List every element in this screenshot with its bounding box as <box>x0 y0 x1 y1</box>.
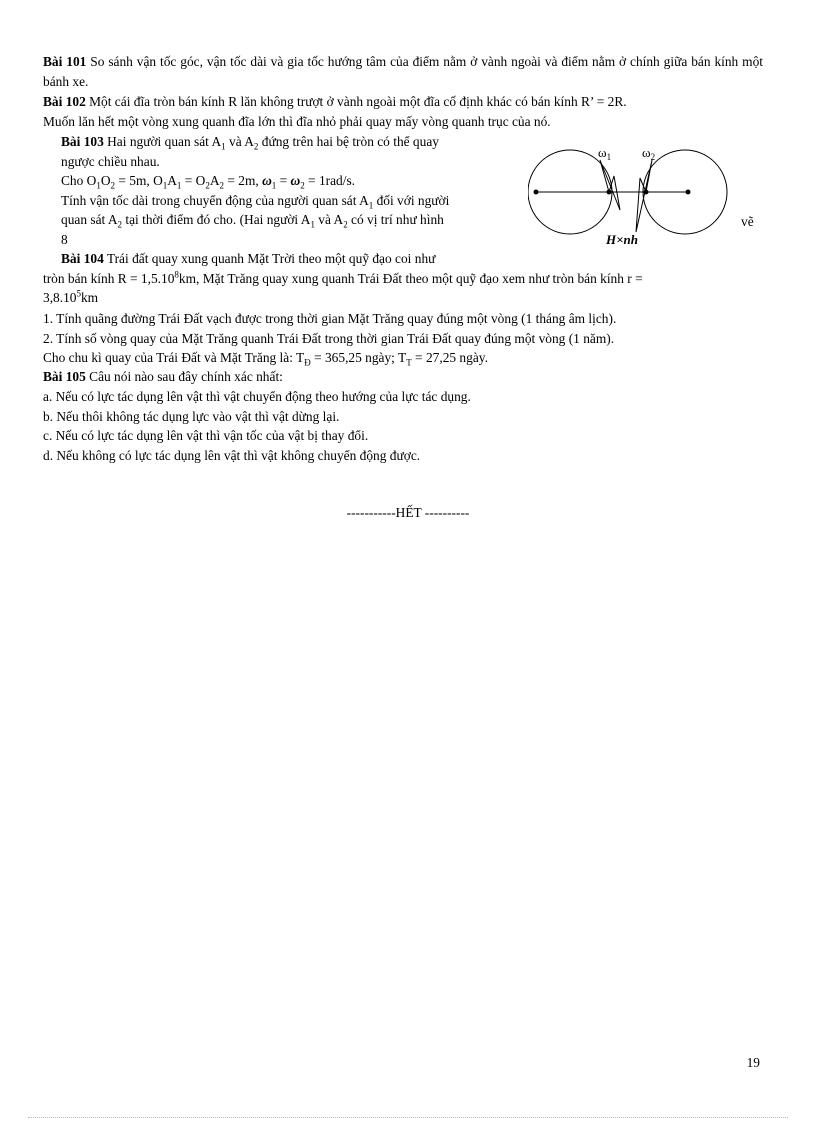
option-a: a. Nếu có lực tác dụng lên vật thì vật chuyển động theo hướng của lực tác dụng. <box>43 389 471 404</box>
option-d: d. Nếu không có lực tác dụng lên vật thì vật không chuyển động được. <box>43 448 421 463</box>
subscript: 2 <box>110 180 116 191</box>
problem-103-label: Bài 103 <box>61 134 104 149</box>
text: quan sát A <box>61 212 118 228</box>
center-o2 <box>686 190 691 195</box>
text: = O <box>181 173 206 189</box>
option-b: b. Nếu thôi không tác dụng lực vào vật thì vật dừng lại. <box>43 409 340 424</box>
text: ω <box>598 145 607 160</box>
arrow-omega-2 <box>636 160 652 232</box>
superscript: 5 <box>76 288 81 299</box>
figure-caption: H×nh <box>606 232 638 247</box>
subscript: 1 <box>176 180 182 191</box>
omega-2-label <box>642 145 655 162</box>
problem-102-text-1: Một cái đĩa tròn bán kính R lăn không trượt ở vành ngoài một đĩa cố định khác có bán kính R’ = 2R. <box>89 94 627 109</box>
subscript: 2 <box>253 141 259 152</box>
text: A <box>167 173 177 189</box>
page-number: 19 <box>746 1055 760 1070</box>
subscript: T <box>406 357 412 368</box>
problem-104-line-3 <box>43 288 763 308</box>
text: đứng trên hai bệ tròn có thể quay <box>258 134 439 149</box>
problem-104-first-line <box>61 249 531 269</box>
omega-symbol: ω <box>262 173 272 189</box>
problem-105 <box>43 367 763 387</box>
problem-102-text-2: Muốn lăn hết một vòng xung quanh đĩa lớn thì đĩa nhỏ phải quay mấy vòng quanh trục của nó. <box>43 113 551 129</box>
subscript: 2 <box>205 180 210 191</box>
text: km, Mặt Trăng quay xung quanh Trái Đất theo một quỹ đạo xem như tròn bán kính r = <box>178 271 643 286</box>
text: 1 <box>606 152 612 162</box>
omega-symbol: ω <box>290 173 301 189</box>
text: 3,8.10 <box>43 290 77 305</box>
text: Câu nói nào sau đây chính xác nhất: <box>89 369 283 384</box>
subscript: 2 <box>343 220 348 231</box>
problem-105-label: Bài 105 <box>43 369 86 384</box>
problem-102 <box>43 92 763 131</box>
problem-101 <box>43 52 763 91</box>
figure-two-platforms <box>528 140 728 250</box>
subscript: 1 <box>221 141 226 152</box>
text: Tính vận tốc dài trong chuyển động của người quan sát A <box>61 192 369 208</box>
page-bottom-border <box>28 1117 788 1118</box>
text: = 365,25 ngày; T <box>310 350 407 365</box>
text: = 27,25 ngày. <box>411 350 488 365</box>
arrow-omega-1 <box>600 160 620 210</box>
problem-103-line-3 <box>61 191 531 211</box>
subscript: Đ <box>304 357 311 368</box>
text: đối với người <box>373 192 450 208</box>
superscript: 8 <box>174 269 179 280</box>
text: ω <box>642 145 651 160</box>
text: có vị trí như hình <box>347 212 444 228</box>
problem-104-label: Bài 104 <box>61 251 104 266</box>
text: = 1rad/s. <box>304 173 356 189</box>
text: tròn bán kính R = 1,5.10 <box>43 271 175 286</box>
problem-104-periods <box>43 348 763 368</box>
subscript: 1 <box>271 180 277 191</box>
subscript: 1 <box>96 180 101 191</box>
problem-103-line-4-end: vẽ <box>741 214 754 229</box>
problem-103-line-4 <box>61 210 531 230</box>
problem-104-question-1: 1. Tính quãng đường Trái Đất vạch được trong thời gian Mặt Trăng quay đúng một vòng (1 tháng âm lịch). <box>43 311 617 326</box>
omega-1-label <box>598 145 611 162</box>
text: tại thời điểm đó cho. (Hai người A <box>122 212 311 228</box>
option-c: c. Nếu có lực tác dụng lên vật thì vận tốc của vật bị thay đổi. <box>43 428 369 443</box>
problem-103-line-2: ngược chiều nhau. <box>61 153 160 169</box>
subscript: 1 <box>162 180 168 191</box>
text: 2 <box>650 152 656 162</box>
text: km <box>80 290 99 305</box>
subscript: 1 <box>368 200 374 211</box>
problem-104-line-2 <box>43 269 763 289</box>
text: Cho O <box>61 173 97 189</box>
subscript: 1 <box>310 220 315 231</box>
problem-104-question-2: 2. Tính số vòng quay của Mặt Trăng quanh Trái Đất trong thời gian Trái Đất quay đúng một vòng (1 năm). <box>43 331 615 346</box>
problem-103-given <box>61 171 531 191</box>
subscript: 2 <box>117 220 123 231</box>
subscript: 2 <box>300 180 305 191</box>
problem-101-label: Bài 101 <box>43 54 87 69</box>
problem-102-label: Bài 102 <box>43 94 86 109</box>
text: và A <box>314 212 344 228</box>
text: O <box>100 173 111 189</box>
problem-103-line-1: Hai người quan sát A <box>107 134 222 149</box>
center-o1 <box>534 190 539 195</box>
text: A <box>209 173 220 189</box>
end-marker: -----------HẾT ---------- <box>346 505 470 520</box>
text: = <box>276 173 291 189</box>
problem-103 <box>61 132 531 250</box>
problem-101-text: So sánh vận tốc góc, vận tốc dài và gia tốc hướng tâm của điểm nằm ở vành ngoài và điểm nằm ở chính giữa bán kính một bánh xe. <box>43 54 763 89</box>
text: và A <box>225 134 254 149</box>
text: = 5m, O <box>115 173 163 189</box>
text: = 2m, <box>224 173 263 189</box>
text: Trái đất quay xung quanh Mặt Trời theo một quỹ đạo coi như <box>106 251 436 266</box>
text: Cho chu kì quay của Trái Đất và Mặt Trăng là: T <box>43 350 305 365</box>
subscript: 2 <box>219 180 225 191</box>
problem-103-line-5: 8 <box>61 231 68 247</box>
